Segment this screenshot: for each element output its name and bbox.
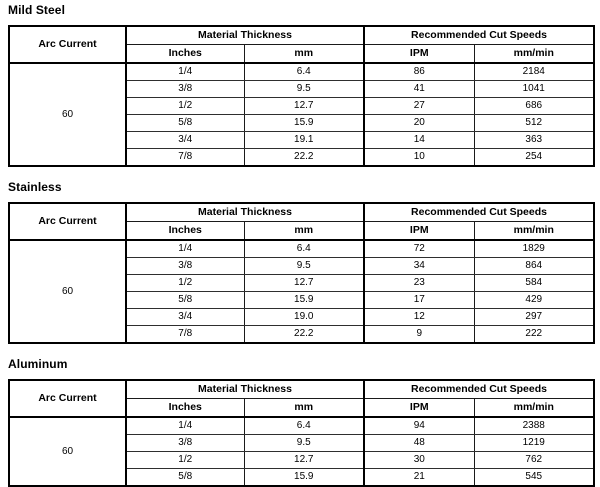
- ipm-cell: 14: [364, 132, 474, 149]
- inches-cell: 5/8: [126, 115, 244, 132]
- ipm-cell: 21: [364, 469, 474, 487]
- inches-cell: 1/2: [126, 452, 244, 469]
- inches-cell: 3/4: [126, 132, 244, 149]
- ipm-header: IPM: [364, 45, 474, 64]
- inches-cell: 7/8: [126, 149, 244, 167]
- mm-cell: 9.5: [244, 258, 364, 275]
- ipm-cell: 17: [364, 292, 474, 309]
- ipm-header: IPM: [364, 222, 474, 241]
- ipm-cell: 86: [364, 63, 474, 81]
- mm-min-cell: 1041: [474, 81, 594, 98]
- ipm-cell: 30: [364, 452, 474, 469]
- mm-cell: 15.9: [244, 469, 364, 487]
- inches-cell: 3/8: [126, 81, 244, 98]
- ipm-cell: 72: [364, 240, 474, 258]
- material-section-aluminum: [8, 357, 593, 487]
- mm-min-cell: 1219: [474, 435, 594, 452]
- ipm-cell: 12: [364, 309, 474, 326]
- inches-cell: 7/8: [126, 326, 244, 344]
- mm-min-cell: 2184: [474, 63, 594, 81]
- arc-current-header: Arc Current: [9, 203, 126, 240]
- mm-min-cell: 363: [474, 132, 594, 149]
- inches-cell: 5/8: [126, 469, 244, 487]
- inches-cell: 1/2: [126, 275, 244, 292]
- mm-cell: 12.7: [244, 275, 364, 292]
- material-thickness-header: Material Thickness: [126, 380, 364, 399]
- inches-cell: 3/4: [126, 309, 244, 326]
- inches-header: Inches: [126, 399, 244, 418]
- mm-min-cell: 254: [474, 149, 594, 167]
- material-title: Stainless: [8, 180, 62, 194]
- mm-min-cell: 762: [474, 452, 594, 469]
- inches-cell: 5/8: [126, 292, 244, 309]
- material-section-stainless: [8, 180, 593, 344]
- mm-cell: 12.7: [244, 98, 364, 115]
- inches-cell: 3/8: [126, 435, 244, 452]
- mm-min-cell: 2388: [474, 417, 594, 435]
- inches-header: Inches: [126, 222, 244, 241]
- cut-speeds-header: Recommended Cut Speeds: [364, 26, 594, 45]
- ipm-cell: 27: [364, 98, 474, 115]
- mm-min-header: mm/min: [474, 45, 594, 64]
- ipm-cell: 48: [364, 435, 474, 452]
- inches-header: Inches: [126, 45, 244, 64]
- cut-speed-table: [8, 202, 595, 344]
- mm-min-cell: 1829: [474, 240, 594, 258]
- mm-cell: 15.9: [244, 115, 364, 132]
- mm-header: mm: [244, 399, 364, 418]
- mm-min-cell: 686: [474, 98, 594, 115]
- inches-cell: 1/2: [126, 98, 244, 115]
- arc-current-value: 60: [9, 240, 126, 343]
- mm-header: mm: [244, 222, 364, 241]
- mm-cell: 22.2: [244, 149, 364, 167]
- mm-cell: 6.4: [244, 240, 364, 258]
- header-row-groups: [9, 26, 594, 45]
- table-row: [9, 63, 594, 81]
- mm-min-cell: 512: [474, 115, 594, 132]
- mm-header: mm: [244, 45, 364, 64]
- ipm-cell: 41: [364, 81, 474, 98]
- table-row: [9, 417, 594, 435]
- ipm-cell: 9: [364, 326, 474, 344]
- table-row: [9, 240, 594, 258]
- inches-cell: 3/8: [126, 258, 244, 275]
- mm-min-header: mm/min: [474, 399, 594, 418]
- mm-cell: 9.5: [244, 435, 364, 452]
- mm-min-cell: 584: [474, 275, 594, 292]
- mm-cell: 6.4: [244, 417, 364, 435]
- mm-cell: 12.7: [244, 452, 364, 469]
- material-section-mild-steel: [8, 3, 593, 167]
- cut-speeds-header: Recommended Cut Speeds: [364, 203, 594, 222]
- inches-cell: 1/4: [126, 417, 244, 435]
- inches-cell: 1/4: [126, 63, 244, 81]
- header-row-groups: [9, 380, 594, 399]
- mm-min-cell: 222: [474, 326, 594, 344]
- ipm-header: IPM: [364, 399, 474, 418]
- mm-cell: 22.2: [244, 326, 364, 344]
- header-row-groups: [9, 203, 594, 222]
- mm-min-cell: 864: [474, 258, 594, 275]
- arc-current-header: Arc Current: [9, 26, 126, 63]
- material-thickness-header: Material Thickness: [126, 203, 364, 222]
- mm-cell: 6.4: [244, 63, 364, 81]
- material-title: Mild Steel: [8, 3, 66, 17]
- mm-min-cell: 429: [474, 292, 594, 309]
- inches-cell: 1/4: [126, 240, 244, 258]
- material-thickness-header: Material Thickness: [126, 26, 364, 45]
- mm-min-cell: 545: [474, 469, 594, 487]
- ipm-cell: 23: [364, 275, 474, 292]
- mm-cell: 15.9: [244, 292, 364, 309]
- cut-speeds-header: Recommended Cut Speeds: [364, 380, 594, 399]
- cut-speed-table: [8, 379, 595, 487]
- arc-current-value: 60: [9, 417, 126, 486]
- arc-current-value: 60: [9, 63, 126, 166]
- ipm-cell: 94: [364, 417, 474, 435]
- mm-cell: 9.5: [244, 81, 364, 98]
- arc-current-header: Arc Current: [9, 380, 126, 417]
- mm-min-header: mm/min: [474, 222, 594, 241]
- mm-min-cell: 297: [474, 309, 594, 326]
- material-title: Aluminum: [8, 357, 68, 371]
- ipm-cell: 34: [364, 258, 474, 275]
- cut-speed-table: [8, 25, 595, 167]
- mm-cell: 19.0: [244, 309, 364, 326]
- ipm-cell: 10: [364, 149, 474, 167]
- ipm-cell: 20: [364, 115, 474, 132]
- mm-cell: 19.1: [244, 132, 364, 149]
